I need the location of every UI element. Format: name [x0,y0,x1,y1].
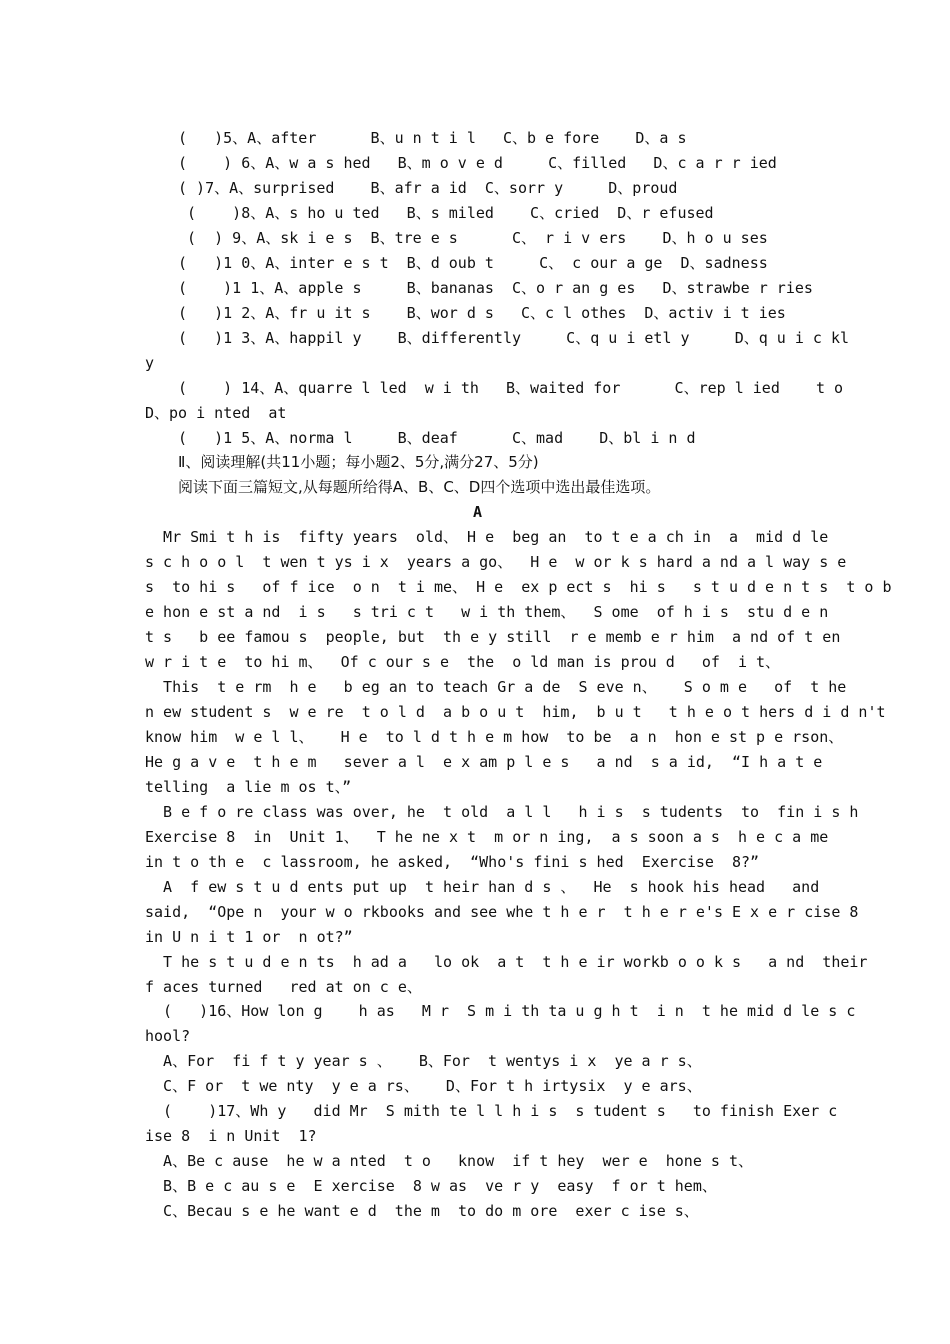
question-7: ( )7、A、surprised B、afr a id C、sorr y D、proud [178,179,678,197]
section-title: Ⅱ、阅读理解(共11小题；每小题2、5分,满分27、5分) [178,453,539,471]
passage-line: know him w e l l、 H e to l d t h e m how to be a n hon e st p e rson、 [145,728,844,746]
question-8: ( )8、A、s ho u ted B、s miled C、cried D、r efused [178,204,714,222]
question-17: ( )17、Wh y did Mr S mith te l l h i s s tudent s to finish Exer c [145,1102,838,1120]
passage-line: t s b ee famou s people, but th e y still r e memb e r him a nd of t en [145,628,841,646]
question-16-options-cd: C、F or t we nty y e a rs、 D、For t h irtysix y e ars、 [145,1077,702,1095]
question-6: ( ) 6、A、w a s hed B、m o v e d C、filled D、c a r r ied [178,154,777,172]
question-17-option-b: B、B e c au s e E xercise 8 w as ve r y easy f or t hem、 [145,1177,717,1195]
question-16: ( )16、How lon g h as M r S m i th ta u g h t i n t he mid d le s c [145,1002,856,1020]
section-instruction: 阅读下面三篇短文,从每题所给得A、B、C、D四个选项中选出最佳选项。 [178,478,661,496]
question-15: ( )1 5、A、norma l B、deaf C、mad D、bl i n d [178,429,696,447]
passage-line: e hon e st a nd i s s tri c t w i th them、 S ome of h i s stu d e n [145,603,829,621]
passage-line: n ew student s w e re t o l d a b o u t him, b u t t h e o t hers d i d n't [145,703,886,721]
passage-line: A f ew s t u d ents put up t heir han d s 、 He s hook his head and [145,878,820,896]
passage-label: A [472,503,483,521]
passage-line: Exercise 8 in Unit 1、 T he ne x t m or n ing, a s soon a s h e c a me [145,828,829,846]
passage-line: s c h o o l t wen t ys i x years a go、 H e w or k s hard a nd a l way s e [145,553,847,571]
passage-line: He g a v e t h e m sever a l e x am p l e s a nd s a id, “I h a t e [145,753,823,771]
passage-line: said, “Ope n your w o rkbooks and see whe t h e r t h e r e's E x e r cise 8 [145,903,859,921]
question-17-option-a: A、Be c ause he w a nted t o know if t hey wer e hone s t、 [145,1152,753,1170]
passage-line: f aces turned red at on c e、 [145,978,422,996]
passage-line: telling a lie m os t、” [145,778,352,796]
question-9: ( ) 9、A、sk i e s B、tre e s C、 r i v ers D、h o u ses [178,229,768,247]
question-14: ( ) 14、A、quarre l led w i th B、waited for C、rep l ied t o [178,379,844,397]
passage-line: in U n i t 1 or n ot?” [145,928,353,946]
passage-line: T he s t u d e n ts h ad a lo ok a t t h e ir workb o o k s a nd their [145,953,868,971]
question-5: ( )5、A、after B、u n t i l C、b e fore D、a s [178,129,687,147]
question-14-wrap: D、po i nted at [145,404,287,422]
question-10: ( )1 0、A、inter e s t B、d oub t C、 c our a ge D、sadness [178,254,768,272]
question-17-option-c: C、Becau s e he want e d the m to do m ore exer c ise s、 [145,1202,699,1220]
question-13-wrap: y [145,354,155,372]
passage-line: Mr Smi t h is fifty years old、 H e beg an to t e a ch in a mid d le [145,528,829,546]
passage-line: in t o th e c lassroom, he asked, “Who's fini s hed Exercise 8?” [145,853,760,871]
question-16-options-ab: A、For fi f t y year s 、 B、For t wentys i x ye a r s、 [145,1052,702,1070]
question-17-wrap: ise 8 i n Unit 1? [145,1127,317,1145]
question-16-wrap: hool? [145,1027,191,1045]
question-11: ( )1 1、A、apple s B、bananas C、o r an g es D、strawbe r ries [178,279,813,297]
question-12: ( )1 2、A、fr u it s B、wor d s C、c l othes D、activ i t ies [178,304,786,322]
passage-line: B e f o re class was over, he t old a l l h i s s tudents to fin i s h [145,803,859,821]
passage-line: w r i t e to hi m、 Of c our s e the o ld man is prou d of i t、 [145,653,781,671]
passage-line: This t e rm h e b eg an to teach Gr a de S eve n、 S o m e of t he [145,678,847,696]
passage-line: s to hi s of f ice o n t i me、 H e ex p ect s hi s s t u d e n t s t o b [145,578,892,596]
question-13: ( )1 3、A、happil y B、differently C、q u i etl y D、q u i c kl [178,329,850,347]
